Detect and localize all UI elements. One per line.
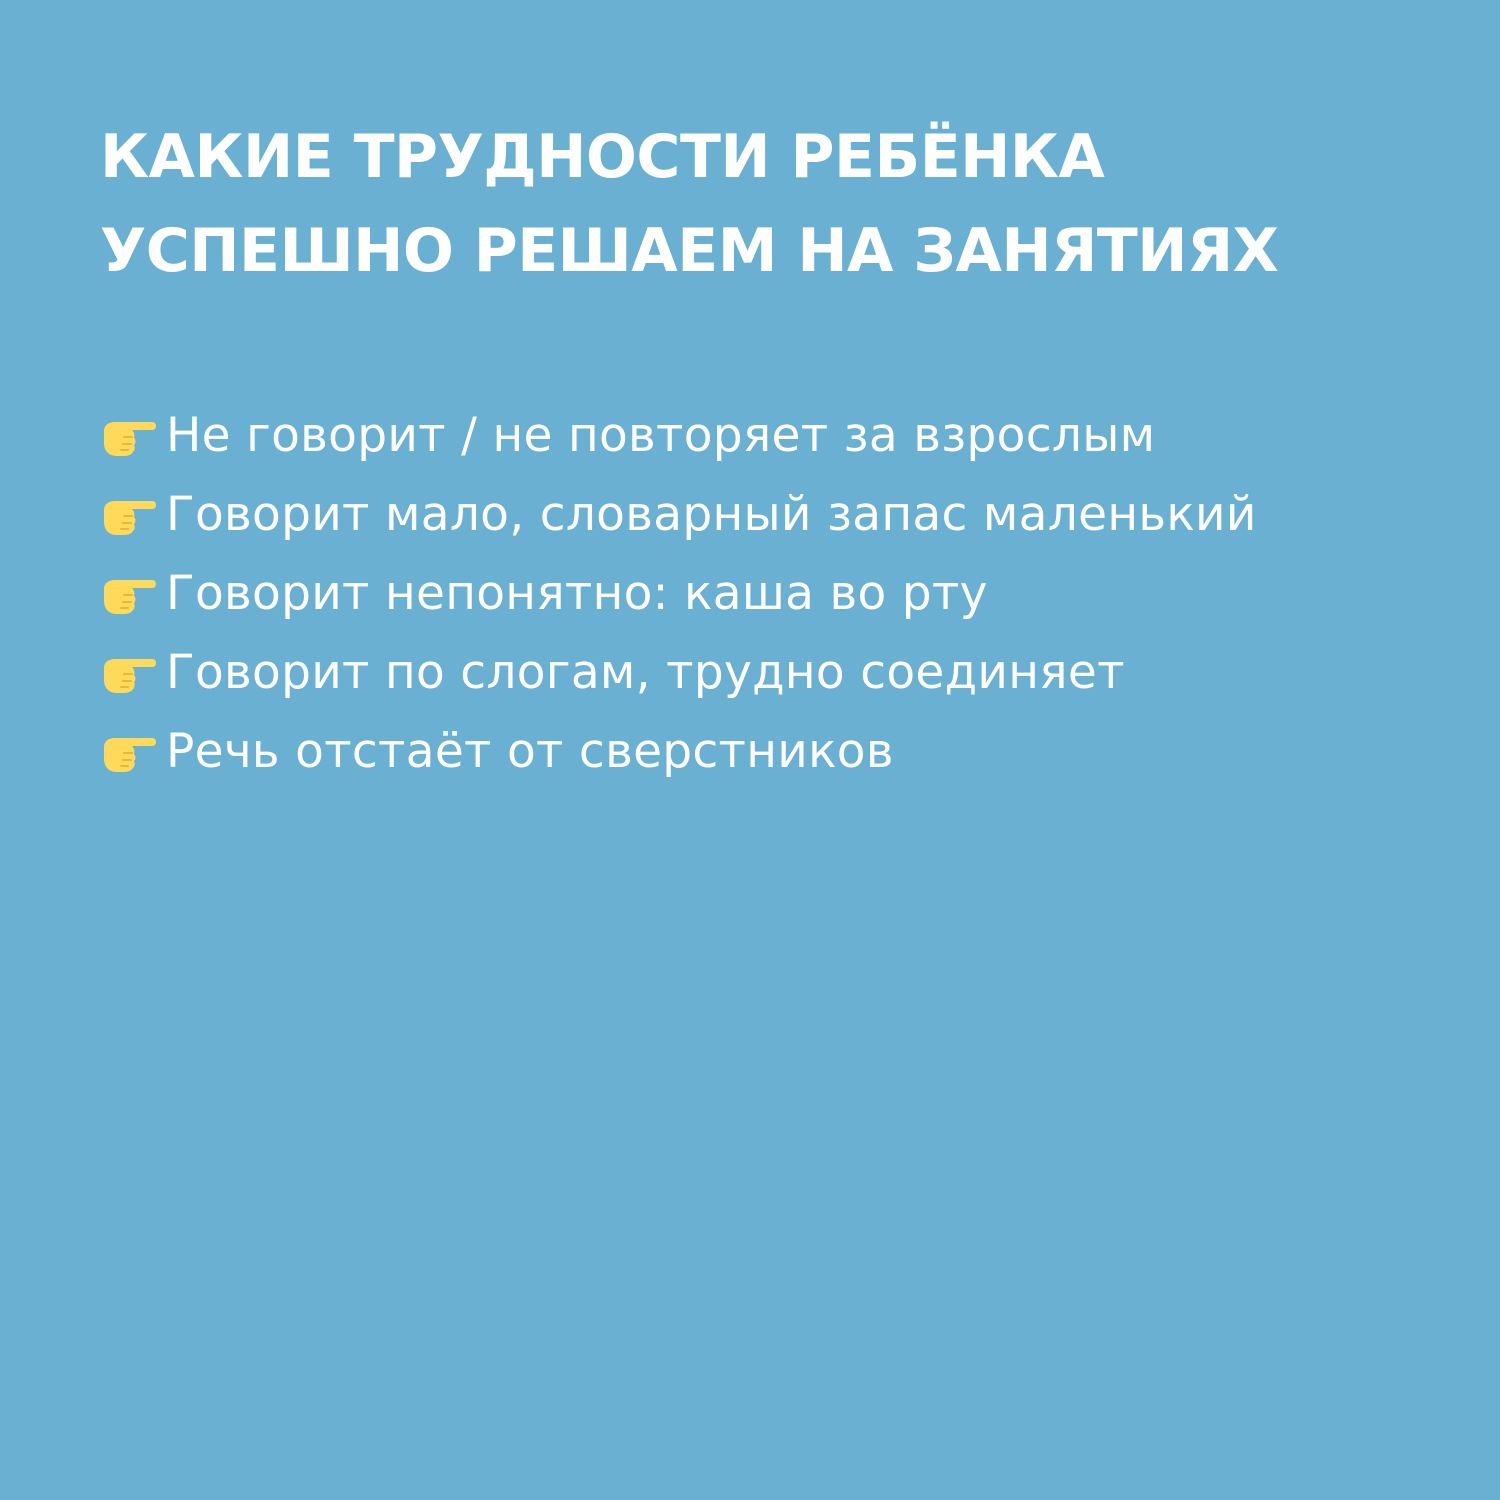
list-item-text: Говорит по слогам, трудно соединяет bbox=[166, 645, 1125, 700]
list-item bbox=[100, 712, 1400, 791]
list-item bbox=[100, 633, 1400, 712]
pointing-right-hand-icon bbox=[100, 731, 156, 773]
page-title: КАКИЕ ТРУДНОСТИ РЕБЁНКА УСПЕШНО РЕШАЕМ НА ЗАНЯТИЯХ bbox=[100, 122, 1279, 286]
list-item bbox=[100, 396, 1400, 475]
pointing-right-hand-icon bbox=[100, 415, 156, 457]
list-item-text: Говорит мало, словарный запас маленький bbox=[166, 487, 1257, 542]
list-item-text: Речь отстаёт от сверстников bbox=[166, 724, 894, 779]
difficulties-list bbox=[100, 396, 1400, 791]
pointing-right-hand-icon bbox=[100, 494, 156, 536]
pointing-right-hand-icon bbox=[100, 573, 156, 615]
list-item-text: Не говорит / не повторяет за взрослым bbox=[166, 408, 1156, 463]
list-item-text: Говорит непонятно: каша во рту bbox=[166, 566, 988, 621]
list-item bbox=[100, 475, 1400, 554]
list-item bbox=[100, 554, 1400, 633]
pointing-right-hand-icon bbox=[100, 652, 156, 694]
